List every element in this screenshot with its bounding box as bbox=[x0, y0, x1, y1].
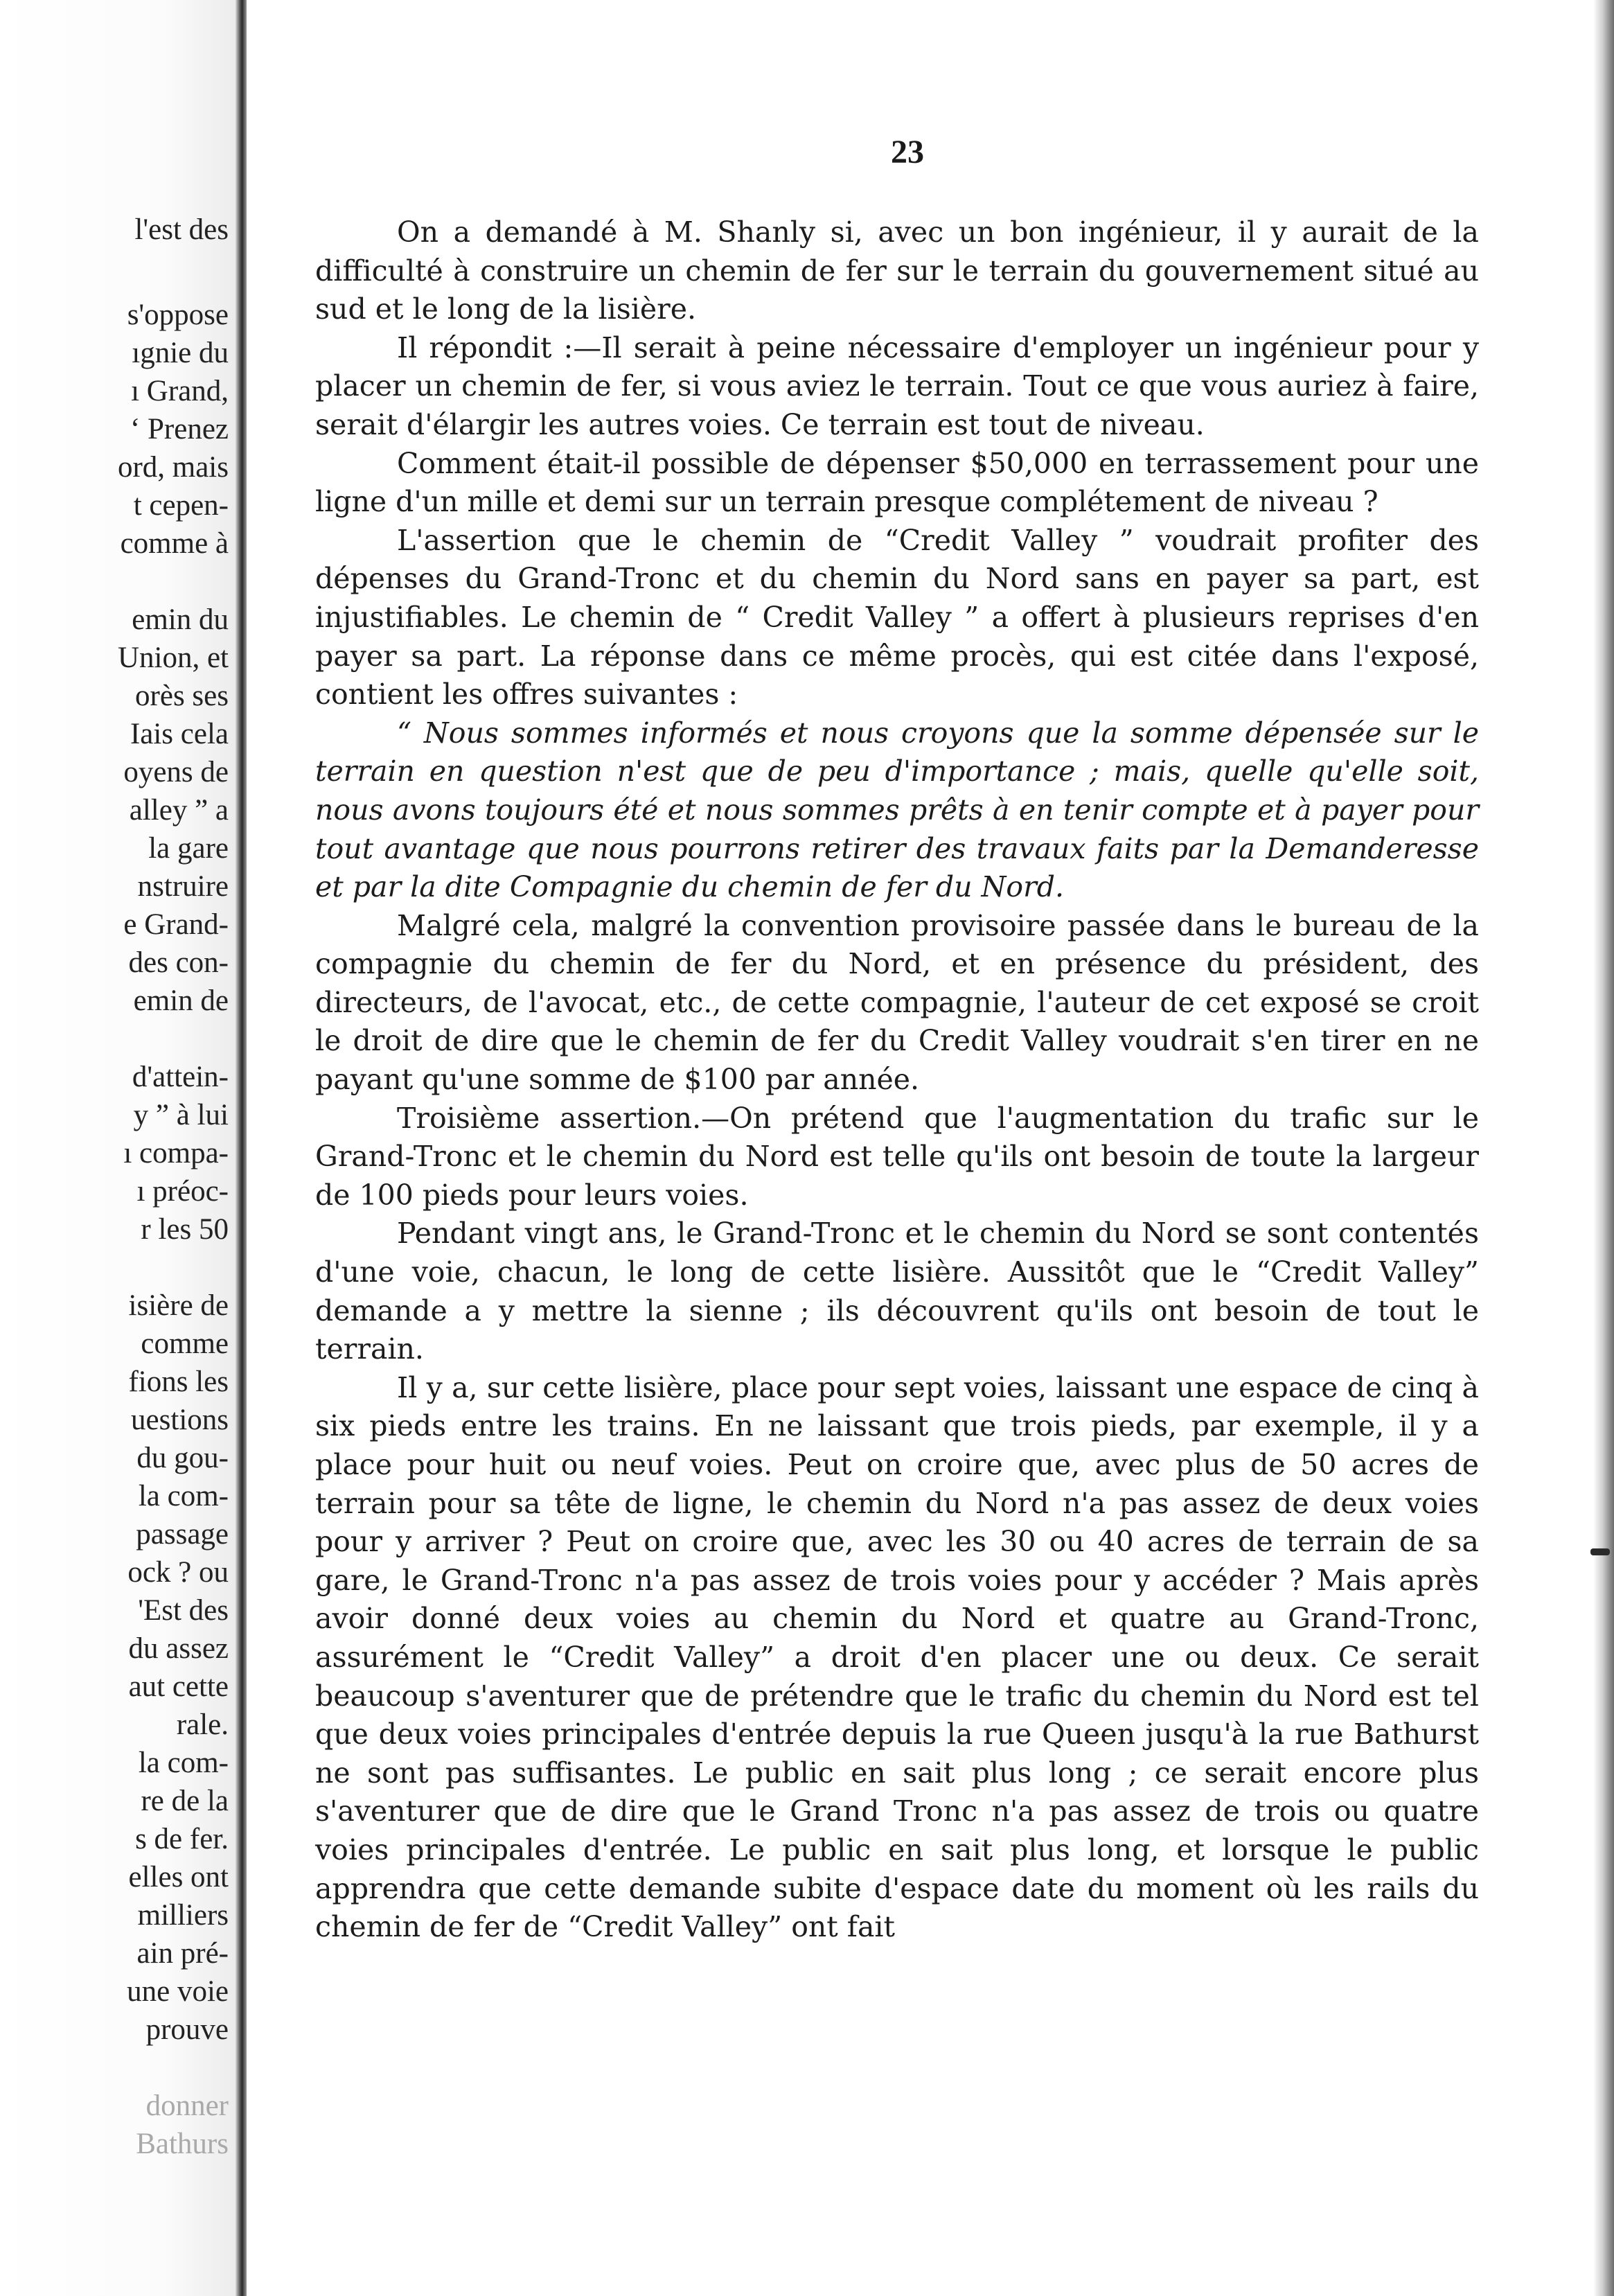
facing-page-line: emin de bbox=[133, 984, 229, 1017]
facing-page-line: orès ses bbox=[135, 680, 229, 712]
facing-page-line: comme bbox=[141, 1327, 229, 1360]
facing-page-line: t cepen- bbox=[133, 489, 229, 522]
facing-page-line: alley ” a bbox=[129, 794, 229, 827]
facing-page-line: la com- bbox=[138, 1480, 229, 1512]
facing-page-line: ı Grand, bbox=[131, 375, 229, 407]
quoted-paragraph: “ Nous sommes informés et nous croyons que la somme dépensée sur le terrain en question n'est que de peu d'importance ; mais, quelle qu'elle soit, nous avons toujours été et nous sommes prêts à en tenir compte et à payer pour tout avantage que nous pourrons retirer des travaux faits par la Demanderesse et par la dite Compagnie du chemin de fer du Nord. bbox=[315, 716, 1479, 904]
facing-page-line: isière de bbox=[128, 1289, 229, 1322]
page-number: 23 bbox=[891, 134, 924, 170]
facing-page-line: aut cette bbox=[128, 1670, 229, 1703]
paragraph: Comment était-il possible de dépenser $50,000 en terrassement pour une ligne d'un mille et demi sur un terrain presque complétement de niveau ? bbox=[315, 446, 1479, 519]
facing-page-line: prouve bbox=[145, 2013, 229, 2046]
facing-page-line: Bathurs bbox=[136, 2128, 229, 2160]
facing-page-line: ock ? ou bbox=[127, 1556, 229, 1589]
facing-page-line: Iais cela bbox=[130, 718, 229, 750]
facing-page-line: une voie bbox=[127, 1975, 229, 2008]
facing-page-text-fragments bbox=[0, 0, 229, 2296]
facing-page-line: uestions bbox=[131, 1404, 229, 1436]
paragraph: On a demandé à M. Shanly si, avec un bon ingénieur, il y aurait de la difficulté à construire un chemin de fer sur le terrain du gouvernement situé au sud et le long de la lisière. bbox=[315, 215, 1479, 326]
facing-page-line: elles ont bbox=[128, 1861, 229, 1893]
facing-page-line: ‘ Prenez bbox=[130, 413, 229, 445]
facing-page-line: l'est des bbox=[134, 213, 229, 246]
page-right-edge bbox=[1593, 0, 1614, 2296]
facing-page-line: milliers bbox=[137, 1899, 229, 1932]
facing-page-line: fions les bbox=[128, 1366, 229, 1398]
facing-page-line: des con- bbox=[128, 946, 229, 979]
facing-page-line: la com- bbox=[138, 1747, 229, 1779]
facing-page-line: s de fer. bbox=[135, 1823, 229, 1855]
paragraph: Il y a, sur cette lisière, place pour sept voies, laissant une espace de cinq à six pieds entre les trains. En ne laissant que trois pieds, par exemple, il y a place pour huit ou neuf voies. Peut on croire que, avec plus de 50 acres de terrain pour sa tête de ligne, le chemin du Nord n'a pas assez de deux voies pour y arriver ? Peut on croire que, avec les 30 ou 40 acres de terrain de sa gare, le Grand-Tronc n'a pas assez de trois voies pour y accéder ? Mais après avoir donné deux voies au chemin du Nord et quatre au Grand-Tronc, assurément le “Credit Valley” a droit d'en placer une ou deux. Ce serait beaucoup s'aventurer que de prétendre que le trafic du chemin du Nord est tel que deux voies principales d'entrée depuis la rue Queen jusqu'à la rue Bathurst ne sont pas suffisantes. Le public en sait plus long ; ce serait encore plus s'aventurer que de dire que le Grand Tronc n'a pas assez de trois ou quatre voies principales d'entrée. Le public en sait plus long, et lorsque le public apprendra que cette demande subite d'espace date du moment où les rails du chemin de fer de “Credit Valley” ont fait bbox=[315, 1370, 1479, 1944]
facing-page-line: s'oppose bbox=[127, 299, 229, 331]
facing-page-line: y ” à lui bbox=[133, 1099, 229, 1131]
facing-page-line: Union, et bbox=[117, 642, 229, 674]
paragraph: Il répondit :—Il serait à peine nécessaire d'employer un ingénieur pour y placer un chemin de fer, si vous aviez le terrain. Tout ce que vous auriez à faire, serait d'élargir les autres voies. Ce terrain est tout de niveau. bbox=[315, 330, 1479, 441]
paragraph: Troisième assertion.—On prétend que l'augmentation du trafic sur le Grand-Tronc et le chemin du Nord est telle qu'ils ont besoin de toute la largeur de 100 pieds pour leurs voies. bbox=[315, 1101, 1479, 1212]
facing-page-line: ıgnie du bbox=[132, 337, 229, 369]
facing-page-line: donner bbox=[145, 2090, 229, 2122]
facing-page-line: ı préoc- bbox=[136, 1175, 229, 1208]
facing-page-line: du assez bbox=[128, 1632, 229, 1665]
facing-page-line: emin du bbox=[132, 603, 229, 636]
paragraph: Pendant vingt ans, le Grand-Tronc et le chemin du Nord se sont contentés d'une voie, chacun, le long de cette lisière. Aussitôt que le “Credit Valley” demande a y mettre la sienne ; ils découvrent qu'ils ont besoin de tout le terrain. bbox=[315, 1217, 1479, 1366]
facing-page-line: ain pré- bbox=[136, 1937, 229, 1970]
paragraph: Malgré cela, malgré la convention provisoire passée dans le bureau de la compagnie du chemin de fer du Nord, et en présence du président, des directeurs, de l'avocat, etc., de cette compagnie, l'auteur de cet exposé se croit le droit de dire que le chemin de fer du Credit Valley voudrait s'en tirer en ne payant qu'une somme de $100 par année. bbox=[315, 908, 1479, 1097]
page-body bbox=[315, 213, 1479, 1947]
facing-page-line: nstruire bbox=[137, 870, 229, 903]
binding-gutter bbox=[236, 0, 247, 2296]
facing-page-line: rale. bbox=[176, 1708, 229, 1741]
facing-page-line: la gare bbox=[148, 832, 229, 865]
facing-page-line: r les 50 bbox=[141, 1213, 229, 1246]
facing-page-line: d'attein- bbox=[132, 1061, 229, 1093]
facing-page-line: du gou- bbox=[136, 1442, 229, 1474]
facing-page-line: e Grand- bbox=[123, 908, 229, 941]
facing-page-line: oyens de bbox=[123, 756, 229, 788]
facing-page-line: comme à bbox=[120, 527, 229, 560]
facing-page-line: re de la bbox=[141, 1785, 229, 1817]
facing-page-line: passage bbox=[136, 1518, 229, 1551]
facing-page-line: 'Est des bbox=[138, 1594, 229, 1627]
facing-page-line: ord, mais bbox=[117, 451, 229, 484]
facing-page-line: ı compa- bbox=[123, 1137, 229, 1169]
ink-smudge bbox=[1590, 1548, 1610, 1555]
paragraph: L'assertion que le chemin de “Credit Valley ” voudrait profiter des dépenses du Grand-Tronc et du chemin du Nord sans en payer sa part, est injustifiables. Le chemin de “ Credit Valley ” a offert à plusieurs reprises d'en payer sa part. La réponse dans ce même procès, qui est citée dans l'exposé, contient les offres suivantes : bbox=[315, 523, 1479, 712]
